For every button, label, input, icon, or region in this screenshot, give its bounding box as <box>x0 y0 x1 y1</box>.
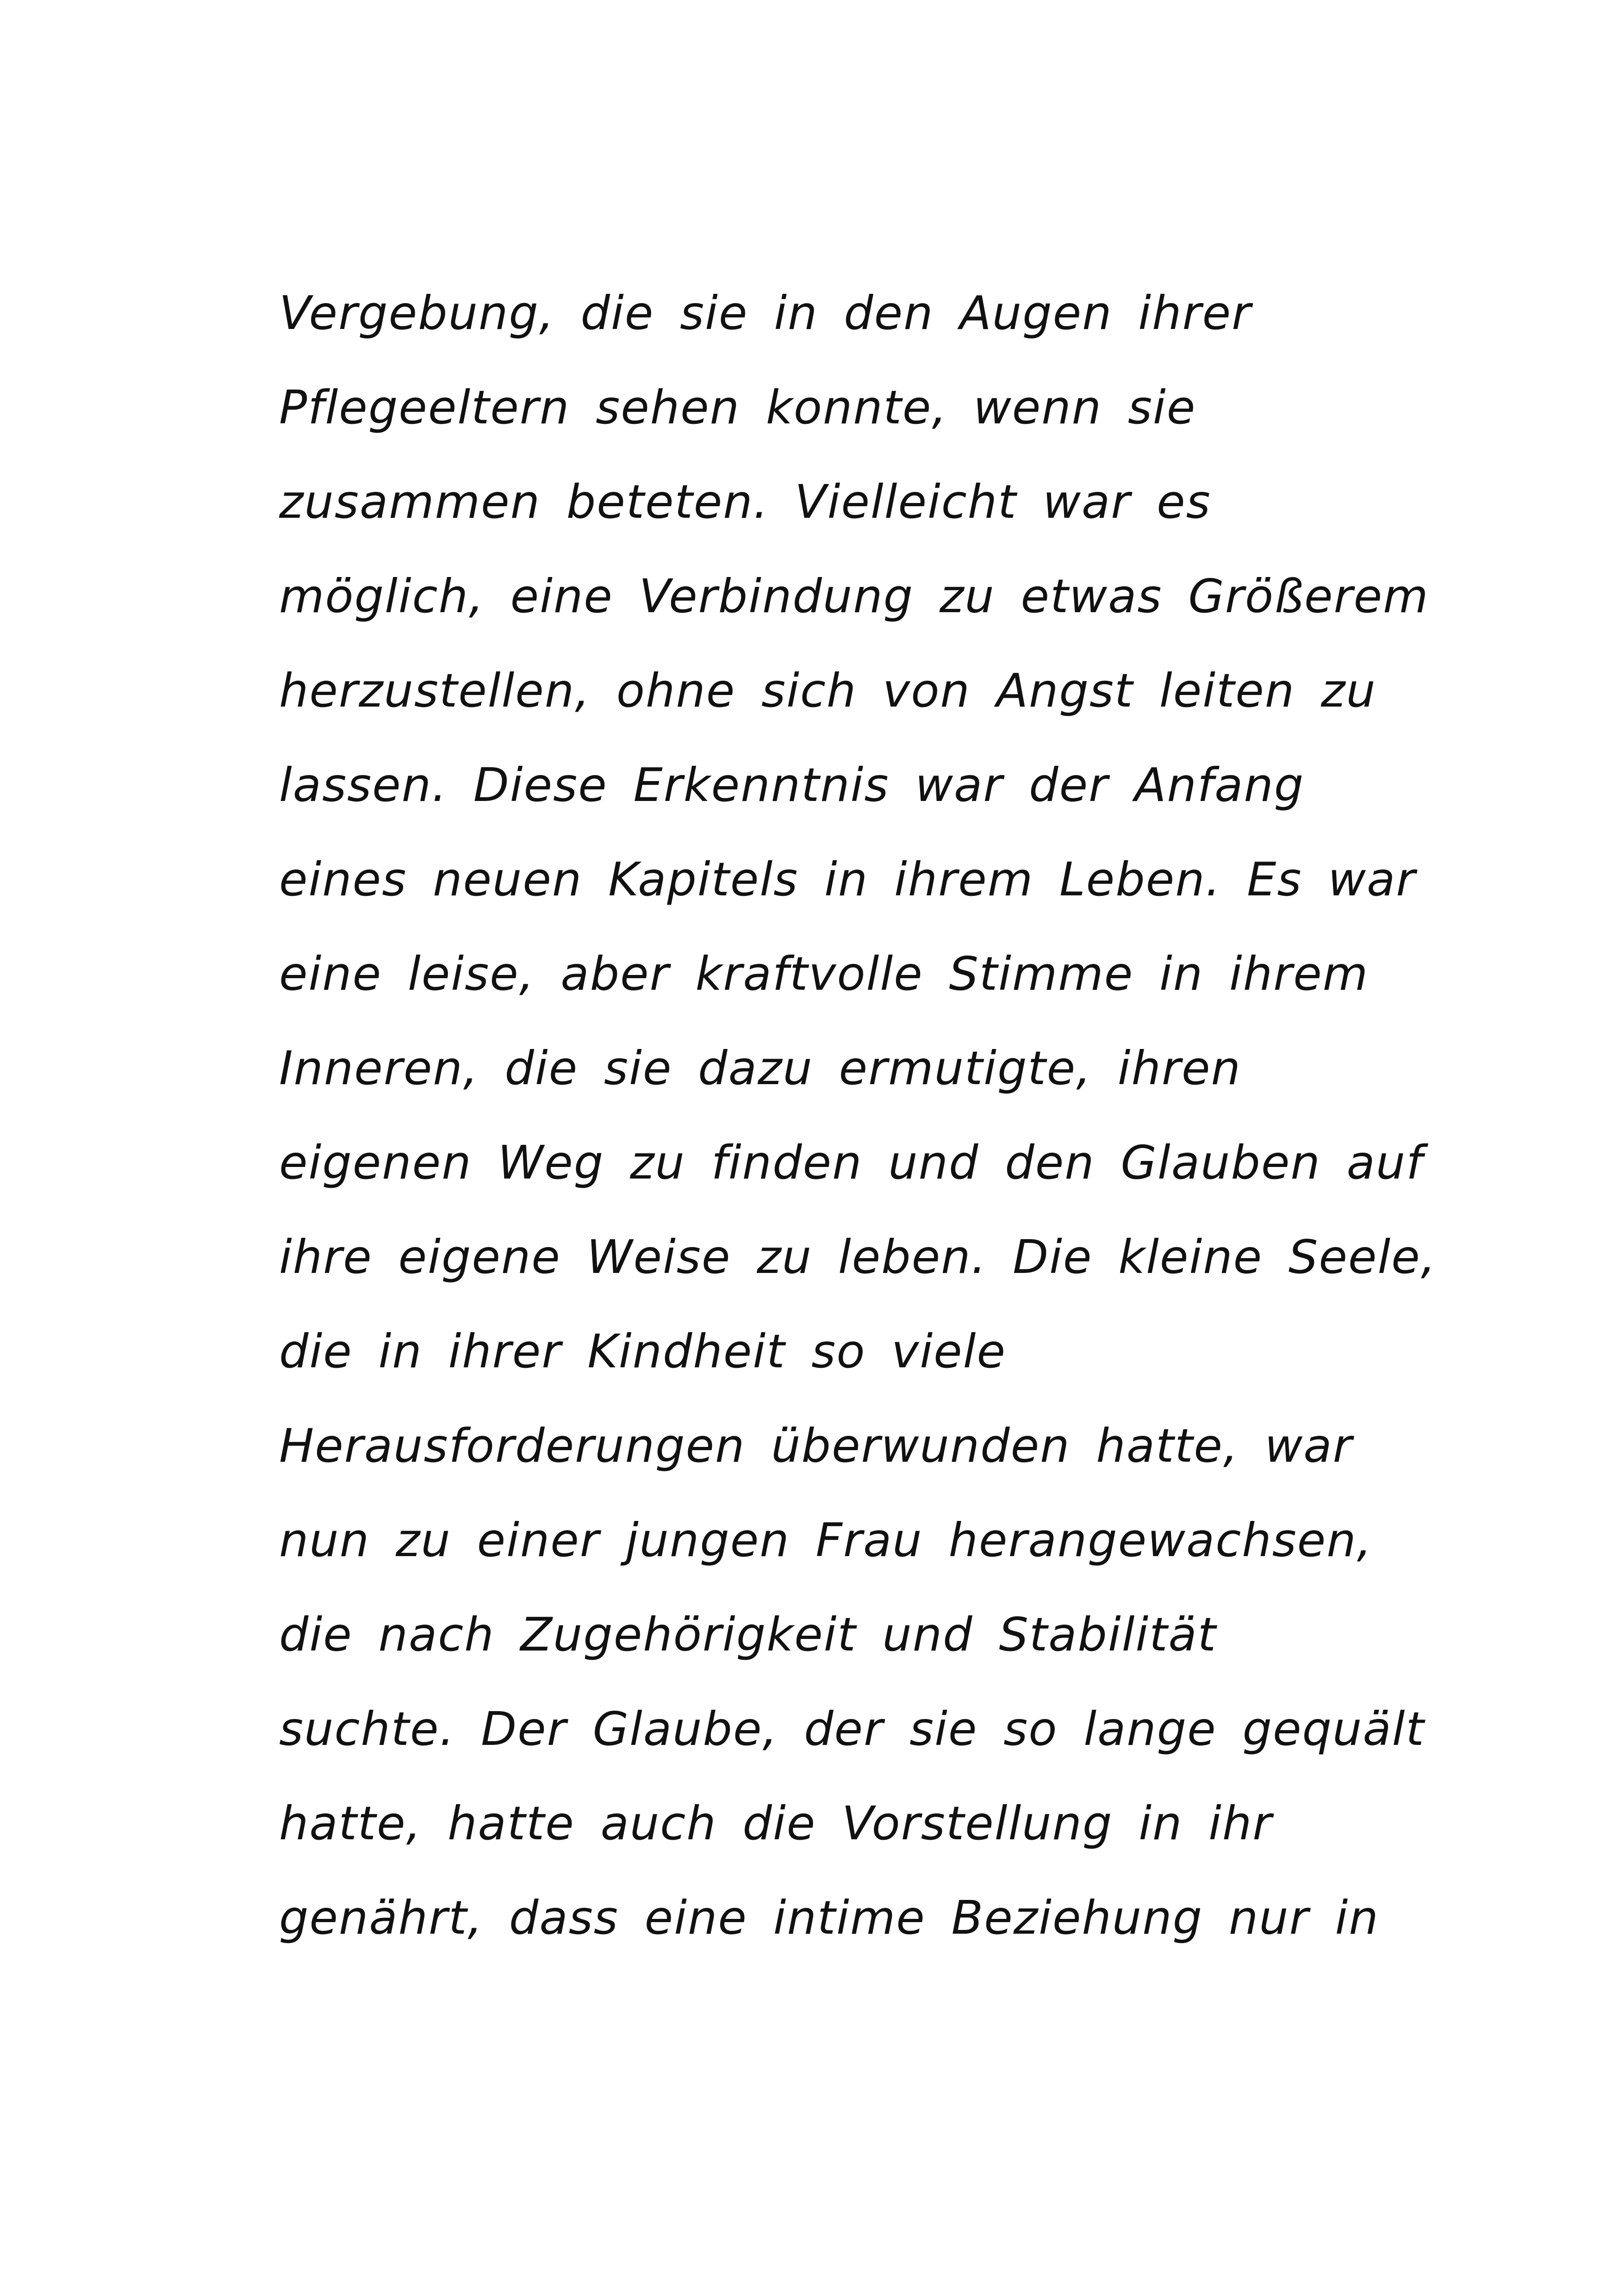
text-line: nun zu einer jungen Frau herangewachsen, <box>279 1513 1373 1567</box>
text-line: lassen. Diese Erkenntnis war der Anfang <box>279 758 1305 812</box>
text-line: eigenen Weg zu finden und den Glauben auf <box>279 1136 1424 1190</box>
text-line: eines neuen Kapitels in ihrem Leben. Es war <box>279 852 1416 906</box>
text-line: suchte. Der Glaube, der sie so lange gequält <box>279 1702 1425 1756</box>
text-line: die nach Zugehörigkeit und Stabilität <box>279 1607 1217 1662</box>
body-text <box>279 266 1437 1965</box>
text-line: hatte, hatte auch die Vorstellung in ihr <box>279 1796 1273 1850</box>
text-line: eine leise, aber kraftvolle Stimme in ihrem <box>279 947 1369 1001</box>
text-line: herzustellen, ohne sich von Angst leiten zu <box>279 664 1376 718</box>
text-line: Herausforderungen überwunden hatte, war <box>279 1419 1353 1473</box>
text-line: Inneren, die sie dazu ermutigte, ihren <box>279 1041 1241 1095</box>
text-line: Pflegeeltern sehen konnte, wenn sie <box>279 380 1196 434</box>
text-line: Vergebung, die sie in den Augen ihrer <box>279 286 1252 340</box>
text-line: zusammen beteten. Vielleicht war es <box>279 475 1211 529</box>
text-line: die in ihrer Kindheit so viele <box>279 1324 1006 1378</box>
text-line: ihre eigene Weise zu leben. Die kleine Seele, <box>279 1230 1437 1284</box>
text-line: möglich, eine Verbindung zu etwas Größerem <box>279 569 1429 623</box>
text-line: genährt, dass eine intime Beziehung nur in <box>279 1891 1379 1945</box>
